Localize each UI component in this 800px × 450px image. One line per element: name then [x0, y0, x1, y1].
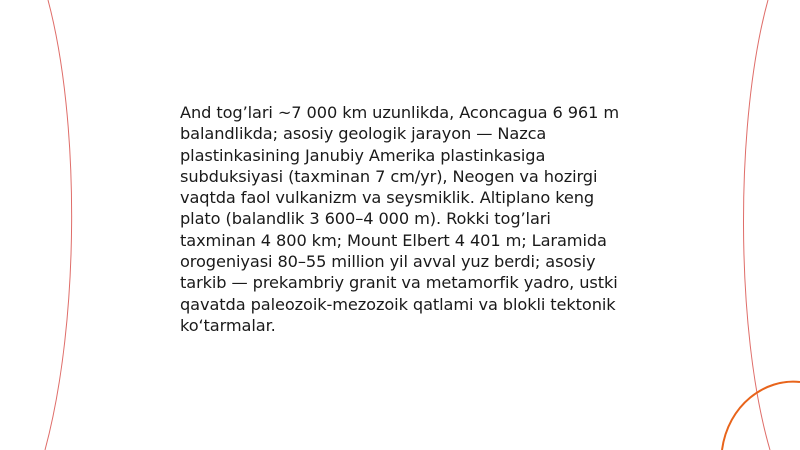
left-arc — [45, 0, 72, 450]
body-text: And tog’lari ~7 000 km uzunlikda, Aconcagua 6 961 m balandlikda; asosiy geologik jarayon — Nazca plastinkasining Janubiy Amerika plastinkasiga subduksiyasi (taxminan 7 cm/yr), Neogen va hozirgi vaqtda faol vulkanizm va seysmiklik. Altiplano keng plato (balandlik 3 600–4 000 m). Rokki tog’lari taxminan 4 800 km; Mount Elbert 4 401 m; Laramida orogeniyasi 80–55 million yil avval yuz berdi; asosiy tarkib — prekambriy granit va metamorfik yadro, ustki qavatda paleozoik-mezozoik qatlami va blokli tektonik ko‘tarmalar. — [180, 103, 620, 335]
right-arc — [743, 0, 770, 450]
